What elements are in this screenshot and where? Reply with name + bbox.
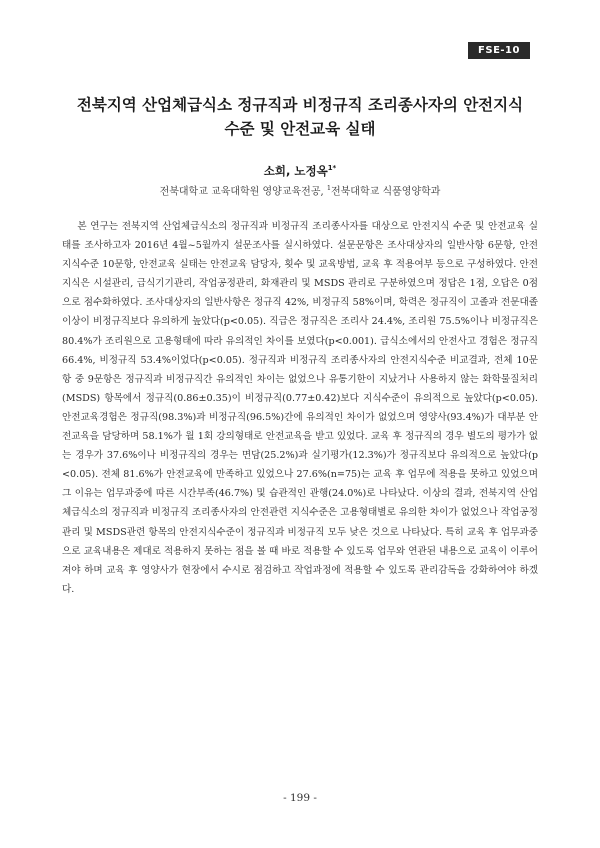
author-affiliation [40,180,560,200]
author-marks: 1* [327,164,337,172]
abstract-body: 본 연구는 전북지역 산업체급식소의 정규직과 비정규직 조리종사자를 대상으로 안전지식 수준 및 안전교육 실태를 조사하고자 2016년 4월~5월까지 설문조사를 실시하였다. 설문문항은 조사대상자의 일반사항 6문항, 안전지식수준 10문항, 안전교육 실태는 안전교육 담당자, 횟수 및 교육방법, 교육 후 적용여부 등으로 구성하였다. 안전지식은 시설관리, 급식기기관리, 작업공정관리, 화재관리 및 MSDS 관리로 구분하였으며 정답은 1점, 오답은 0점으로 점수화하였다. 조사대상자의 일반사항은 정규직 42%, 비정규직 58%이며, 학력은 정규직이 고졸과 전문대졸이상이 비정규직보다 유의하게 높았다(p<0.05). 직급은 정규직은 조리사 24.4%, 조리원 75.5%이나 비정규직은 80.4%가 조리원으로 고용형태에 따라 유의적인 차이를 보였다(p<0.001). 급식소에서의 안전사고 경험은 정규직 66.4%, 비정규직 53.4%이었다(p<0.05). 정규직과 비정규직 조리종사자의 안전지식수준 비교결과, 전체 10문항 중 9문항은 정규직과 비정규직간 유의적인 차이는 없었으나 유통기한이 지났거나 사용하지 않는 화학물질처리(MSDS) 항목에서 정규직(0.86±0.35)이 비정규직(0.77±0.42)보다 지식수준이 유의적으로 높았다(p<0.05). 안전교육경험은 정규직(98.3%)과 비정규직(96.5%)간에 유의적인 차이가 없었으며 영양사(93.4%)가 대부분 안전교육을 담당하며 58.1%가 월 1회 강의형태로 안전교육을 받고 있었다. 교육 후 정규직의 경우 별도의 평가가 없는 경우가 37.6%이나 비정규직의 경우는 면담(25.2%)과 실기평가(12.3%)가 정규직보다 유의적으로 높았다(p<0.05). 전체 81.6%가 안전교육에 만족하고 있었으나 27.6%(n=75)는 교육 후 업무에 적용을 못하고 있었으며 그 이유는 업무과중에 따른 시간부족(46.7%) 및 습관적인 관행(24.0%)로 나타났다. 이상의 결과, 전북지역 산업체급식소의 정규직과 비정규직 조리종사자의 안전관련 지식수준은 고용형태별로 유의한 차이가 없었으나 작업공정관리 및 MSDS관련 항목의 안전지식수준이 정규직과 비정규직 모두 낮은 것으로 나타났다. 특히 교육 후 업무과중으로 교육내용은 제대로 적용하지 못하는 점을 볼 때 바로 적용할 수 있도록 업무와 연관된 내용으로 교육이 이루어져야 하며 교육 후 영양사가 현장에서 수시로 점검하고 작업과정에 적용할 수 있도록 관리감독을 강화하여야 하겠다. [62,221,538,595]
author-list [40,160,560,179]
page-number: - 199 - [283,792,317,804]
affiliation-primary: 전북대학교 교육대학원 영양교육전공, [159,186,327,198]
affiliation-secondary: 전북대학교 식품영양학과 [330,186,441,198]
paper-title [40,93,560,141]
affiliation-superscript: 1 [326,184,331,192]
session-code-badge: FSE-10 [468,42,530,59]
paper-title-line-1: 전북지역 산업체급식소 정규직과 비정규직 조리종사자의 안전지식 [76,96,524,114]
author-names: 소희, 노정옥 [263,163,328,178]
paper-title-line-2: 수준 및 안전교육 실태 [224,120,376,138]
